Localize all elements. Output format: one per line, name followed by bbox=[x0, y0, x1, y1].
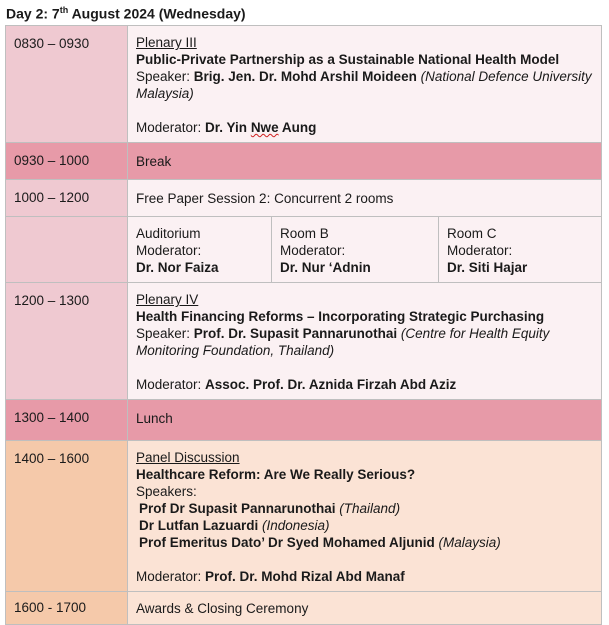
table-row bbox=[6, 283, 602, 400]
session-title: Healthcare Reform: Are We Really Serious? bbox=[136, 467, 416, 482]
room-auditorium: Auditorium Moderator: Dr. Nor Faiza bbox=[136, 226, 219, 275]
day-title: Day 2: 7th August 2024 (Wednesday) bbox=[6, 5, 246, 22]
table-row bbox=[6, 441, 602, 592]
closing-cell: Awards & Closing Ceremony bbox=[128, 592, 602, 625]
time-cell: 0830 – 0930 bbox=[6, 26, 128, 143]
table-row bbox=[6, 400, 602, 441]
speaker-line: Speaker: Prof. Dr. Supasit Pannarunothai (Centre for Health Equity Monitoring Foundation, Thailand) bbox=[136, 326, 550, 358]
session-label: Plenary IV bbox=[136, 292, 199, 307]
moderator-line: Moderator: Assoc. Prof. Dr. Aznida Firzah Abd Aziz bbox=[136, 377, 457, 392]
session-label: Panel Discussion bbox=[136, 450, 240, 465]
break-cell: Break bbox=[128, 143, 602, 180]
time-cell: 1000 – 1200 bbox=[6, 180, 128, 217]
moderator-line: Moderator: Prof. Dr. Mohd Rizal Abd Manaf bbox=[136, 569, 405, 584]
time-cell: 0930 – 1000 bbox=[6, 143, 128, 180]
rooms-cell bbox=[128, 217, 602, 283]
speaker-item: Prof Dr Supasit Pannarunothai (Thailand) bbox=[139, 501, 401, 516]
time-cell: 1300 – 1400 bbox=[6, 400, 128, 441]
table-row bbox=[6, 592, 602, 625]
speakers-label: Speakers: bbox=[136, 484, 197, 499]
time-cell bbox=[6, 217, 128, 283]
time-cell: 1400 – 1600 bbox=[6, 441, 128, 592]
session-cell bbox=[128, 283, 602, 400]
lunch-cell: Lunch bbox=[128, 400, 602, 441]
time-cell: 1600 - 1700 bbox=[6, 592, 128, 625]
speaker-item: Dr Lutfan Lazuardi (Indonesia) bbox=[139, 518, 330, 533]
table-row bbox=[6, 217, 602, 283]
session-title: Health Financing Reforms – Incorporating Strategic Purchasing bbox=[136, 309, 545, 324]
room-c: Room C Moderator: Dr. Siti Hajar bbox=[438, 217, 601, 282]
schedule-table bbox=[5, 25, 602, 625]
speaker-line: Speaker: Brig. Jen. Dr. Mohd Arshil Moideen (National Defence University Malaysia) bbox=[136, 69, 592, 101]
moderator-line: Moderator: Dr. Yin Nwe Aung bbox=[136, 120, 317, 135]
table-row bbox=[6, 143, 602, 180]
room-b: Room B Moderator: Dr. Nur ‘Adnin bbox=[271, 217, 438, 282]
session-cell: Free Paper Session 2: Concurrent 2 rooms bbox=[128, 180, 602, 217]
session-cell bbox=[128, 441, 602, 592]
table-row bbox=[6, 26, 602, 143]
table-row bbox=[6, 180, 602, 217]
session-title: Public-Private Partnership as a Sustainable National Health Model bbox=[136, 52, 560, 67]
session-cell bbox=[128, 26, 602, 143]
session-label: Plenary III bbox=[136, 35, 197, 50]
speaker-item: Prof Emeritus Dato’ Dr Syed Mohamed Aljunid (Malaysia) bbox=[139, 535, 501, 550]
time-cell: 1200 – 1300 bbox=[6, 283, 128, 400]
